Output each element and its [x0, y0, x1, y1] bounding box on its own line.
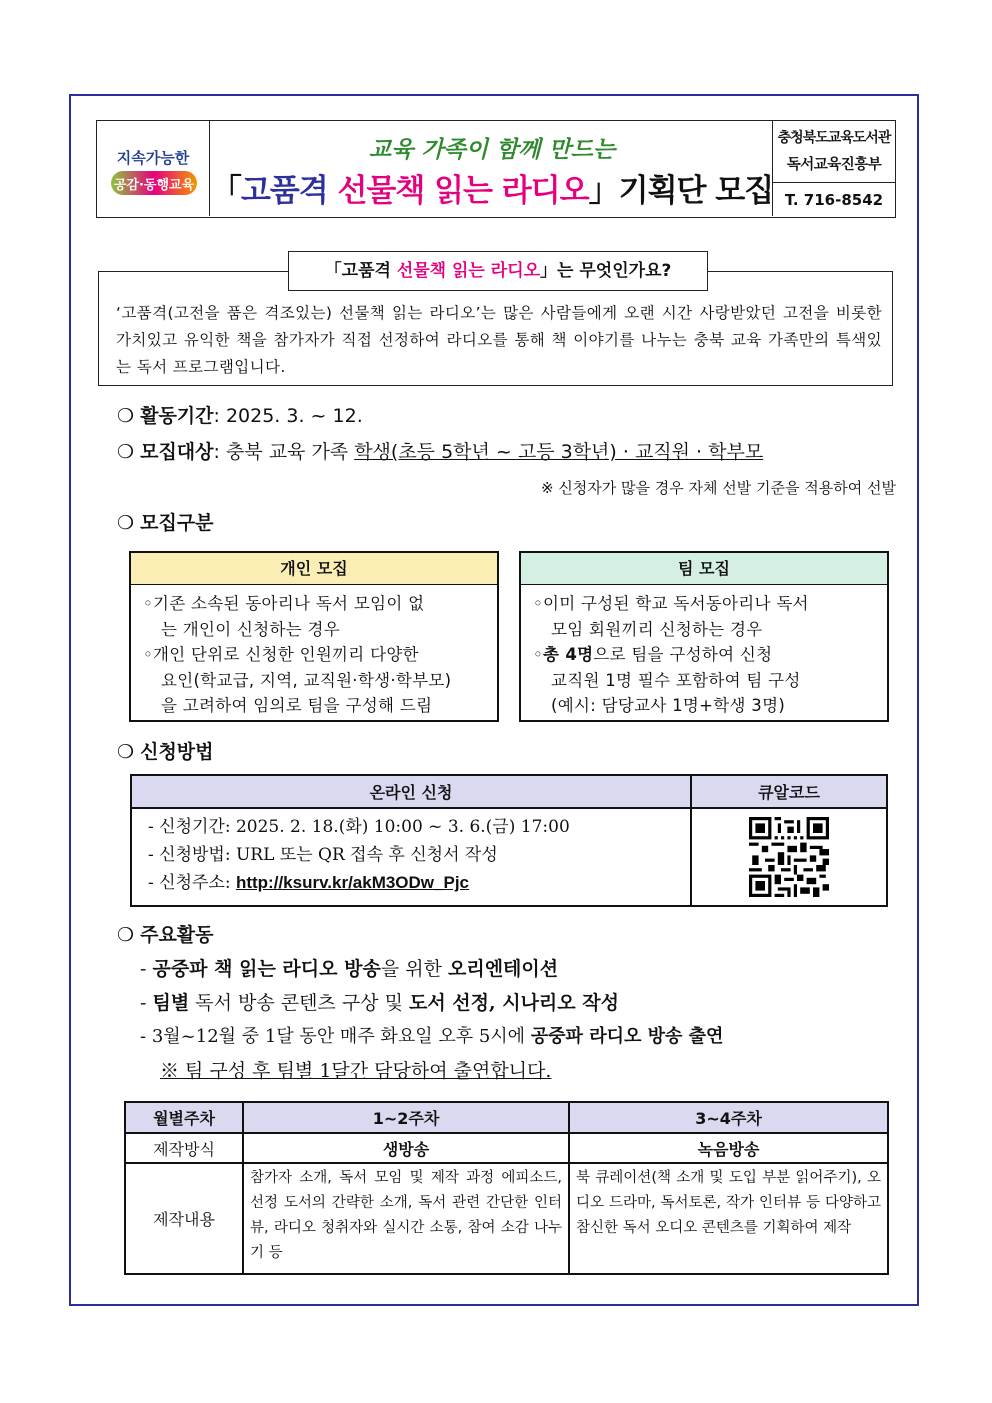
qr-header: 큐알코드 [691, 775, 887, 808]
target-line [117, 440, 763, 464]
schedule-cell: 북 큐레이션(책 소개 및 도입 부분 읽어주기), 오디오 드라마, 독서토론, 작가 인터뷰 등 다양하고 참신한 독서 오디오 콘텐츠를 기획하여 제작 [569, 1163, 888, 1274]
activity-item: - 팀별 독서 방송 콘텐츠 구상 및 도서 선정, 시나리오 작성 [140, 992, 619, 1014]
apply-label: 신청방법 [140, 741, 214, 763]
apply-url-link[interactable]: http://ksurv.kr/akM3ODw_Pjc [235, 873, 470, 892]
title-bracket-open: 「 [210, 173, 241, 209]
period-line [117, 404, 363, 428]
org-dept: 독서교육진흥부 [786, 157, 882, 173]
individual-body [131, 585, 497, 719]
circle-bullet-icon: ❍ [117, 741, 135, 763]
target-groups: 학생(초등 5학년 ~ 고등 3학년) · 교직원 · 학부모 [354, 441, 764, 463]
title-part1: 고품격 [240, 173, 328, 209]
circle-bullet-icon: ❍ [117, 441, 135, 463]
apply-period: - 신청기간: 2025. 2. 18.(화) 10:00 ~ 3. 6.(금) 17:00 [148, 817, 570, 837]
team-title: 팀 모집 [521, 553, 887, 585]
apply-address: - 신청주소: http://ksurv.kr/akM3ODw_Pjc [148, 873, 470, 893]
circle-bullet-icon: ❍ [117, 405, 135, 427]
activities-note: ※ 팀 구성 후 팀별 1달간 담당하여 출연합니다. [160, 1060, 552, 1082]
target-note: ※ 신청자가 많을 경우 자체 선발 기준을 적용하여 선발 [540, 479, 896, 497]
circle-bullet-icon: ❍ [117, 924, 135, 946]
schedule-cell: 생방송 [243, 1133, 569, 1163]
logo-badge: 공감·동행교육 [111, 171, 197, 195]
activity-item: - 공중파 책 읽는 라디오 방송을 위한 오리엔테이션 [140, 958, 559, 980]
team-body [521, 585, 887, 719]
subtitle: 교육 가족이 함께 만드는 [368, 137, 616, 163]
category-line [117, 511, 214, 535]
header-box [96, 120, 896, 218]
intro-text: ‘고품격(고전을 품은 격조있는) 선물책 읽는 라디오’는 많은 사람들에게 오랜 시간 사랑받았던 고전을 비롯한 가치있고 유익한 책을 참가자가 직접 선정하여 라디오를 통해 책 이야기를 나누는 충북 교육 가족만의 특색있는 독서 프로그램입니다. [116, 304, 882, 376]
activities-label: 주요활동 [140, 924, 214, 946]
apply-method: - 신청방법: URL 또는 QR 접속 후 신청서 작성 [148, 845, 498, 865]
period-label: 활동기간 [140, 405, 214, 427]
schedule-cell: 참가자 소개, 독서 모임 및 제작 과정 에피소드, 선정 도서의 간략한 소개, 독서 관련 간단한 인터뷰, 라디오 청취자와 실시간 소통, 참여 소감 나누기 등 [243, 1163, 569, 1274]
target-label: 모집대상 [140, 441, 214, 463]
target-value: : 충북 교육 가족 [213, 441, 355, 463]
individual-line: 을 고려하여 임의로 팀을 구성해 드림 [161, 696, 433, 715]
schedule-header-week34: 3~4주차 [569, 1102, 888, 1133]
qr-code-icon[interactable] [749, 817, 829, 897]
logo-text-top: 지속가능한 [116, 149, 190, 167]
schedule-header-month: 월별주차 [125, 1102, 243, 1133]
schedule-row-label: 제작방식 [125, 1133, 243, 1163]
org-cell [772, 121, 895, 216]
schedule-cell: 녹음방송 [569, 1133, 888, 1163]
apply-line [117, 740, 214, 764]
page-title [209, 165, 775, 210]
category-label: 모집구분 [140, 512, 214, 534]
online-header: 온라인 신청 [131, 775, 691, 808]
team-line: 모임 회원끼리 신청하는 경우 [551, 619, 763, 639]
activity-item: - 3월~12월 중 1달 동안 매주 화요일 오후 5시에 공중파 라디오 방송 출연 [140, 1026, 724, 1047]
qr-cell [691, 808, 887, 906]
logo-cell [97, 121, 210, 216]
team-line: ◦총 4명으로 팀을 구성하여 신청 [533, 645, 773, 664]
individual-box [129, 551, 499, 722]
activities-line [117, 923, 214, 947]
schedule-table [124, 1101, 889, 1275]
individual-line: ◦개인 단위로 신청한 인원끼리 다양한 [143, 645, 419, 664]
team-line: ◦이미 구성된 학교 독서동아리나 독서 [533, 594, 809, 613]
schedule-row-label: 제작내용 [125, 1163, 243, 1274]
title-part3: 기획단 모집 [618, 173, 774, 209]
activities-list [140, 952, 900, 1088]
circle-bullet-icon: ❍ [117, 512, 135, 534]
phone: T. 716-8542 [784, 191, 884, 209]
individual-title: 개인 모집 [131, 553, 497, 585]
org-name: 충청북도교육도서관 [777, 130, 891, 146]
individual-line: 요인(학교급, 지역, 교직원·학생·학부모) [161, 670, 452, 690]
team-line: (예시: 담당교사 1명+학생 3명) [551, 696, 786, 715]
intro-heading: 「고품격 선물책 읽는 라디오」는 무엇인가요? [288, 251, 708, 291]
apply-table [130, 774, 888, 907]
apply-details [131, 808, 691, 906]
title-bracket-close: 」 [588, 173, 619, 209]
individual-line: 는 개인이 신청하는 경우 [161, 619, 341, 639]
individual-line: ◦기존 소속된 동아리나 독서 모임이 없 [143, 594, 425, 613]
period-value: : 2025. 3. ~ 12. [213, 405, 363, 427]
team-line: 교직원 1명 필수 포함하여 팀 구성 [551, 670, 801, 690]
team-box [519, 551, 889, 722]
schedule-header-week12: 1~2주차 [243, 1102, 569, 1133]
title-part2: 선물책 읽는 라디오 [337, 173, 589, 209]
